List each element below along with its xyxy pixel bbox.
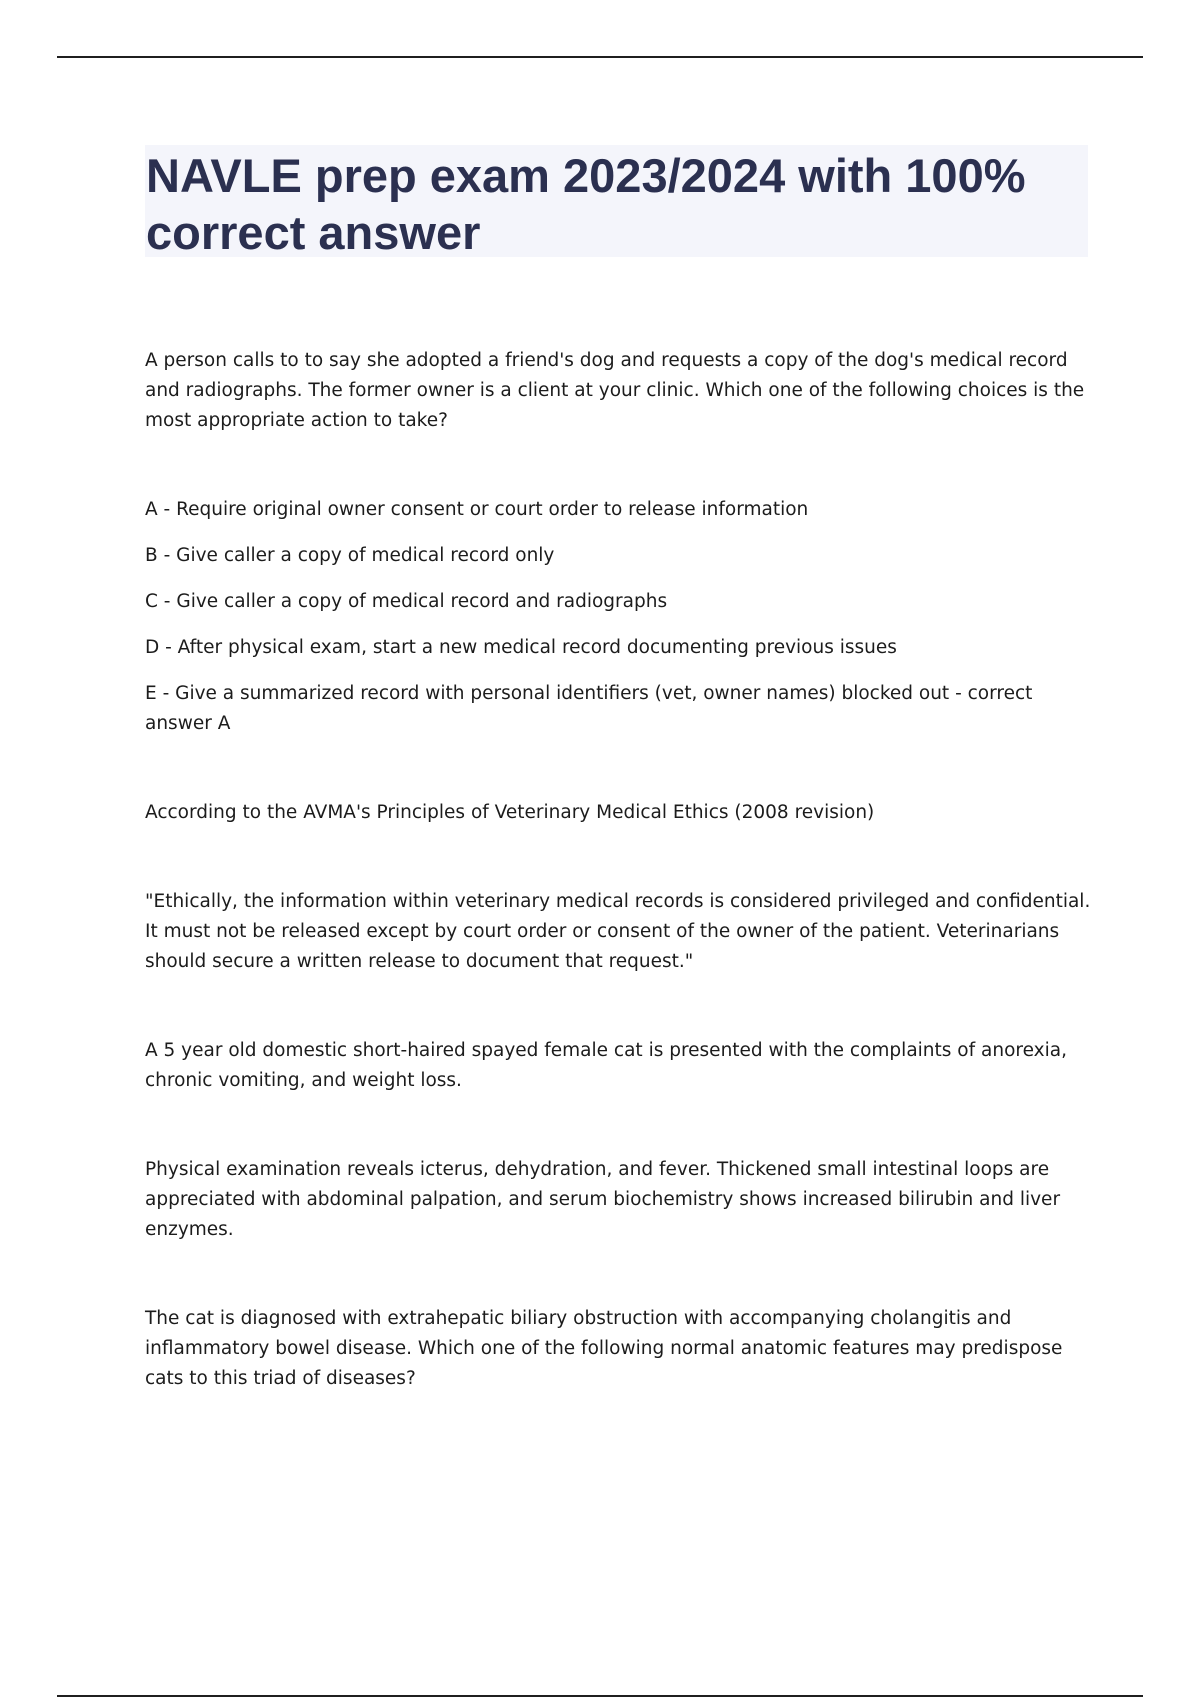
footer-rule (57, 1695, 1143, 1697)
explanation-source: According to the AVMA's Principles of Veterinary Medical Ethics (2008 revision) (145, 802, 875, 823)
option-b: B - Give caller a copy of medical record only (145, 545, 555, 566)
question-1-stem: A person calls to to say she adopted a friend's dog and requests a copy of the dog's medical record and radiographs. The former owner is a client at your clinic. Which one of the following choices is the most appropriate action to take? (145, 350, 1085, 431)
page-title: NAVLE prep exam 2023/2024 with 100% correct answer (146, 149, 1026, 259)
option-c: C - Give caller a copy of medical record and radiographs (145, 591, 668, 612)
document-body (145, 346, 1095, 1394)
option-e-with-answer: E - Give a summarized record with personal identifiers (vet, owner names) blocked out - correct answer A (145, 683, 1033, 734)
header-rule (57, 56, 1143, 58)
question-2-stem: The cat is diagnosed with extrahepatic biliary obstruction with accompanying cholangitis and inflammatory bowel disease. Which one of the following normal anatomic features may predispose cats to this triad of diseases? (145, 1308, 1063, 1389)
question-2-exam-findings: Physical examination reveals icterus, dehydration, and fever. Thickened small intestinal loops are appreciated with abdominal palpation, and serum biochemistry shows increased bilirubin and liver enzymes. (145, 1159, 1061, 1240)
option-d: D - After physical exam, start a new medical record documenting previous issues (145, 637, 897, 658)
question-2-history: A 5 year old domestic short-haired spayed female cat is presented with the complaints of anorexia, chronic vomiting, and weight loss. (145, 1040, 1067, 1091)
explanation-quote: "Ethically, the information within veterinary medical records is considered privileged and confidential. It must not be released except by court order or consent of the owner of the patient. Veterinarians should secure a written release to document that request." (145, 891, 1091, 972)
option-a: A - Require original owner consent or court order to release information (145, 499, 809, 520)
title-banner (145, 145, 1088, 257)
